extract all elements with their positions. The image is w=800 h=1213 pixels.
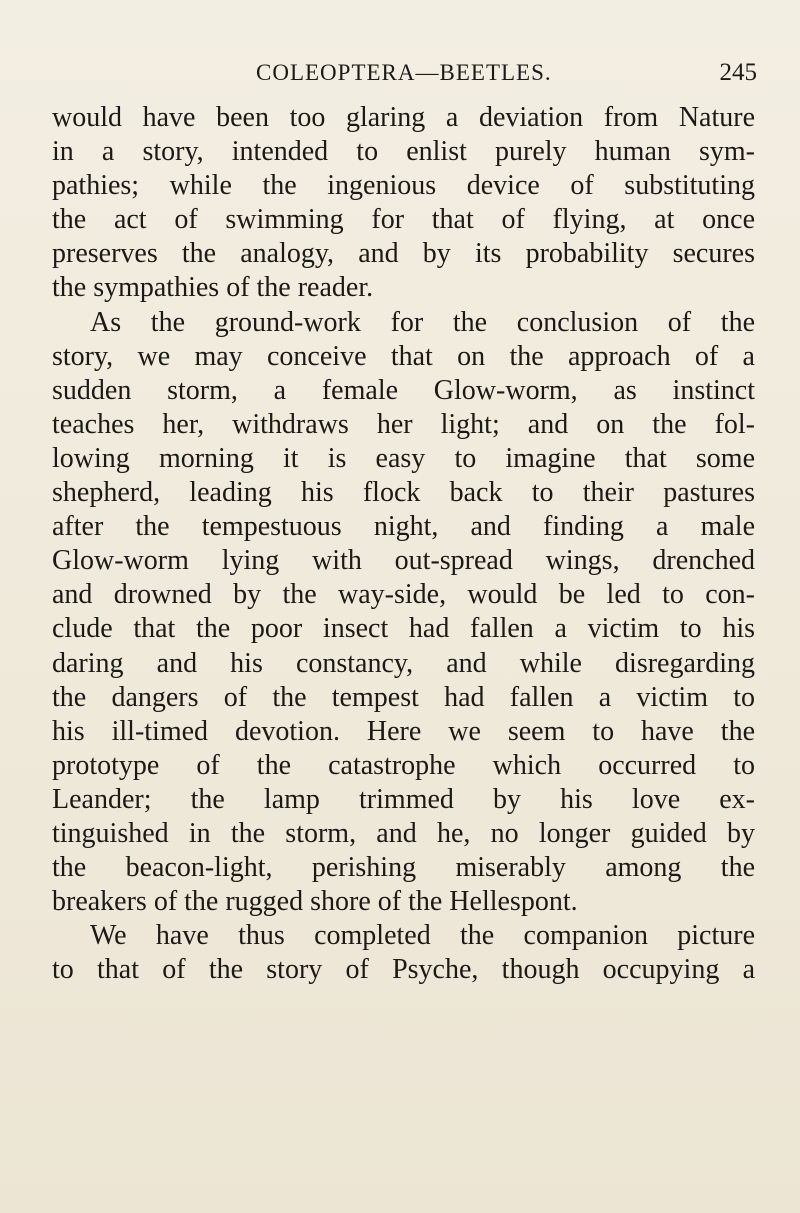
text-line: would have been too glaring a deviation from Nature (52, 102, 755, 133)
text-line: story, we may conceive that on the approach of a (52, 340, 755, 372)
text-line: Leander; the lamp trimmed by his love ex- (52, 783, 755, 815)
text-line: preserves the analogy, and by its probability secures (52, 238, 755, 270)
text-line: the beacon-light, perishing miserably among the (52, 852, 755, 884)
running-head (0, 60, 800, 94)
text-line: and drowned by the way-side, would be led to con- (52, 579, 755, 611)
paragraph-end-line: the sympathies of the reader. (52, 272, 374, 304)
text-line: the dangers of the tempest had fallen a victim to (52, 681, 755, 713)
text-line: daring and his constancy, and while disregarding (52, 647, 755, 679)
paragraph-end-line: breakers of the rugged shore of the Hellespont. (52, 886, 578, 918)
text-line: tinguished in the storm, and he, no longer guided by (52, 817, 755, 849)
text-line: shepherd, leading his flock back to their pastures (52, 477, 755, 509)
page-number: 245 (719, 59, 757, 86)
text-line: his ill-timed devotion. Here we seem to have the (52, 715, 755, 747)
text-line: teaches her, withdraws her light; and on the fol- (52, 408, 755, 440)
text-line: lowing morning it is easy to imagine that some (52, 442, 755, 474)
text-line: the act of swimming for that of flying, at once (52, 204, 755, 236)
text-line: prototype of the catastrophe which occurred to (52, 749, 755, 781)
text-line: to that of the story of Psyche, though occupying a (52, 954, 755, 986)
paragraph-start-line: We have thus completed the companion picture (90, 920, 755, 952)
body-text (52, 101, 755, 987)
paragraph-start-line: As the ground-work for the conclusion of the (90, 306, 755, 338)
text-line: sudden storm, a female Glow-worm, as instinct (52, 374, 755, 406)
text-line: after the tempestuous night, and finding a male (52, 511, 755, 543)
running-title: COLEOPTERA—BEETLES. (256, 60, 552, 85)
text-line: pathies; while the ingenious device of substituting (52, 170, 755, 202)
text-line: Glow-worm lying with out-spread wings, drenched (52, 545, 755, 577)
text-line: clude that the poor insect had fallen a victim to his (52, 613, 755, 645)
text-line: in a story, intended to enlist purely human sym- (52, 136, 755, 168)
